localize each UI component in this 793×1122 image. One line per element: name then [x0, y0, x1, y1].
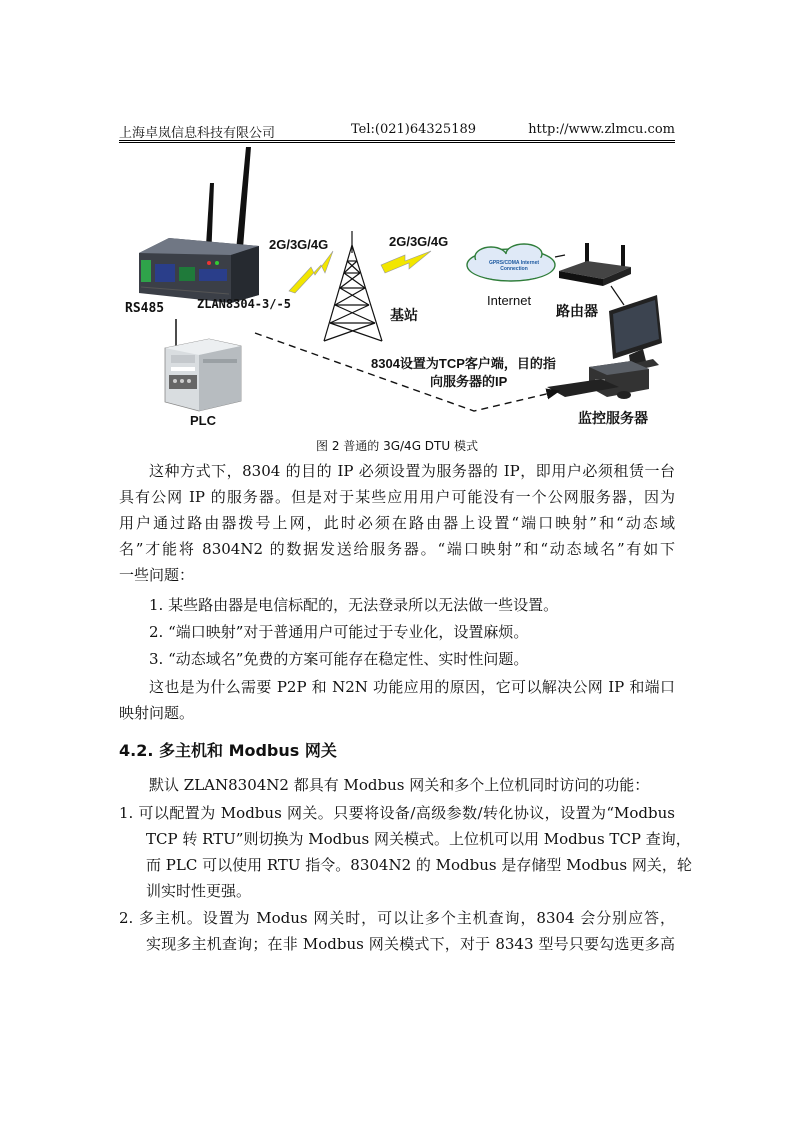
router-label: 路由器 [556, 304, 598, 320]
plc-label: PLC [190, 413, 216, 428]
router-server-link [611, 286, 624, 305]
wireless-link-left-icon [289, 251, 333, 293]
list-item: 2. “端口映射”对于普通用户可能过于专业化，设置麻烦。 [149, 623, 529, 641]
company-url: http://www.zlmcu.com [528, 122, 675, 137]
plc-icon [165, 339, 241, 411]
mouse-icon [617, 391, 631, 399]
internet-label: Internet [487, 293, 532, 308]
network-label-left: 2G/3G/4G [269, 237, 329, 252]
network-diagram [119, 143, 675, 435]
server-label: 监控服务器 [578, 411, 648, 427]
page-header [119, 122, 675, 140]
para1-line: 用户通过路由器拨号上网，此时必须在路由器上设置“端口映射”和“动态域 [119, 514, 675, 532]
server-pc-icon [589, 361, 649, 397]
monitor-icon [609, 295, 662, 373]
company-name: 上海卓岚信息科技有限公司 [119, 126, 276, 141]
base-station-label: 基站 [390, 308, 418, 324]
item2-line: 2. 多主机。设置为 Modus 网关时，可以让多个主机查询，8304 会分别应答， [119, 909, 675, 927]
para2-line: 映射问题。 [119, 704, 195, 722]
note-line-2: 向服务器的IP [430, 374, 508, 389]
header-rule [119, 140, 675, 141]
note-line-1: 8304设置为TCP客户端，目的指 [371, 356, 556, 371]
item1-line: 1. 可以配置为 Modbus 网关。只要将设备/高级参数/转化协议，设置为“Modbus [119, 804, 675, 822]
diagram-graphics [119, 143, 675, 435]
list-item: 3. “动态域名”免费的方案可能存在稳定性、实时性问题。 [149, 650, 529, 668]
tcp-connection-arrow [255, 333, 559, 411]
figure-caption: 图 2 普通的 3G/4G DTU 模式 [316, 439, 478, 453]
wireless-link-right-icon [381, 251, 431, 273]
cloud-router-link [555, 255, 565, 257]
para1-line: 这种方式下，8304 的目的 IP 必须设置为服务器的 IP，即用户必须租赁一台 [149, 462, 675, 480]
para1-line: 具有公网 IP 的服务器。但是对于某些应用用户可能没有一个公网服务器，因为 [119, 488, 675, 506]
device-model-label: ZLAN8304-3/-5 [197, 297, 291, 311]
para1-line: 名”才能将 8304N2 的数据发送给服务器。“端口映射”和“动态域名”有如下 [119, 540, 675, 558]
router-icon [559, 243, 631, 286]
dtu-device-icon [139, 238, 259, 303]
item1-line: 训实时性更强。 [146, 882, 252, 900]
item2-line: 实现多主机查询；在非 Modbus 网关模式下，对于 8343 型号只要勾选更多高 [146, 935, 675, 953]
para1-line: 一些问题： [119, 566, 195, 584]
cloud-label: GPRS/CDMA Internet Connection [488, 260, 540, 272]
company-tel: Tel:(021)64325189 [351, 122, 477, 137]
rs485-label: RS485 [125, 301, 165, 316]
item1-line: 而 PLC 可以使用 RTU 指令。8304N2 的 Modbus 是存储型 Modbus 网关，轮 [146, 856, 692, 874]
section-heading: 4.2. 多主机和 Modbus 网关 [119, 741, 337, 760]
list-item: 1. 某些路由器是电信标配的，无法登录所以无法做一些设置。 [149, 596, 559, 614]
para2-line: 这也是为什么需要 P2P 和 N2N 功能应用的原因，它可以解决公网 IP 和端口 [149, 678, 675, 696]
item1-line: TCP 转 RTU”则切换为 Modbus 网关模式。上位机可以用 Modbus TCP 查询， [146, 830, 691, 848]
para3: 默认 ZLAN8304N2 都具有 Modbus 网关和多个上位机同时访问的功能： [149, 776, 650, 794]
network-label-right: 2G/3G/4G [389, 234, 449, 249]
base-station-tower-icon [324, 231, 382, 341]
